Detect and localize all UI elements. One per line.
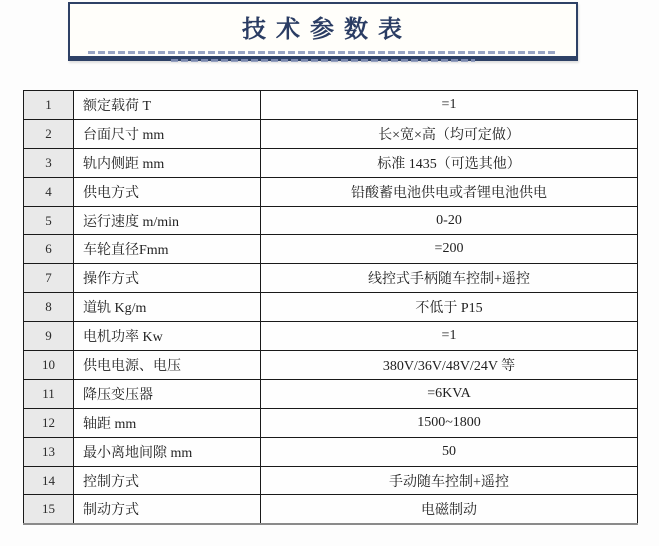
table-row — [24, 351, 638, 380]
header-box — [68, 2, 578, 61]
table-row — [24, 466, 638, 495]
row-number-cell: 15 — [24, 495, 74, 524]
parameter-name-cell: 供电方式 — [74, 177, 261, 206]
row-number-cell: 3 — [24, 148, 74, 177]
parameter-name-cell: 道轨 Kg/m — [74, 293, 261, 322]
table-row — [24, 177, 638, 206]
parameter-value-cell: =200 — [261, 235, 638, 264]
parameter-value-cell: 手动随车控制+遥控 — [261, 466, 638, 495]
row-number-cell: 13 — [24, 437, 74, 466]
parameters-table — [23, 90, 638, 525]
parameter-name-cell: 运行速度 m/min — [74, 206, 261, 235]
page-title: 技 术 参 数 表 — [242, 17, 404, 43]
table-row — [24, 264, 638, 293]
parameter-value-cell: 380V/36V/48V/24V 等 — [261, 351, 638, 380]
row-number-cell: 4 — [24, 177, 74, 206]
table-row — [24, 437, 638, 466]
table-row — [24, 322, 638, 351]
parameter-name-cell: 轨内侧距 mm — [74, 148, 261, 177]
parameter-name-cell: 轴距 mm — [74, 408, 261, 437]
row-number-cell: 5 — [24, 206, 74, 235]
table-row — [24, 119, 638, 148]
row-number-cell: 14 — [24, 466, 74, 495]
table-row — [24, 408, 638, 437]
parameter-value-cell: =1 — [261, 322, 638, 351]
parameter-name-cell: 操作方式 — [74, 264, 261, 293]
parameter-name-cell: 制动方式 — [74, 495, 261, 524]
parameter-value-cell: 不低于 P15 — [261, 293, 638, 322]
parameter-name-cell: 最小离地间隙 mm — [74, 437, 261, 466]
row-number-cell: 8 — [24, 293, 74, 322]
parameter-value-cell: 线控式手柄随车控制+遥控 — [261, 264, 638, 293]
row-number-cell: 2 — [24, 119, 74, 148]
parameter-value-cell: =1 — [261, 91, 638, 120]
parameter-value-cell: 50 — [261, 437, 638, 466]
table-row — [24, 91, 638, 120]
row-number-cell: 6 — [24, 235, 74, 264]
parameter-name-cell: 台面尺寸 mm — [74, 119, 261, 148]
parameter-name-cell: 电机功率 Kw — [74, 322, 261, 351]
table-row — [24, 495, 638, 524]
parameter-value-cell: 0-20 — [261, 206, 638, 235]
fine-print-line-1 — [88, 51, 559, 54]
table-row — [24, 293, 638, 322]
parameter-name-cell: 车轮直径Fmm — [74, 235, 261, 264]
parameter-name-cell: 控制方式 — [74, 466, 261, 495]
row-number-cell: 12 — [24, 408, 74, 437]
parameter-value-cell: 1500~1800 — [261, 408, 638, 437]
parameter-value-cell: 标准 1435（可选其他） — [261, 148, 638, 177]
table-row — [24, 206, 638, 235]
parameter-value-cell: 长×宽×高（均可定做） — [261, 119, 638, 148]
parameter-value-cell: 铅酸蓄电池供电或者锂电池供电 — [261, 177, 638, 206]
row-number-cell: 11 — [24, 379, 74, 408]
table-row — [24, 235, 638, 264]
row-number-cell: 1 — [24, 91, 74, 120]
parameter-name-cell: 额定载荷 T — [74, 91, 261, 120]
parameter-name-cell: 降压变压器 — [74, 379, 261, 408]
fine-print-line-2 — [171, 59, 475, 62]
parameter-value-cell: =6KVA — [261, 379, 638, 408]
row-number-cell: 9 — [24, 322, 74, 351]
parameter-name-cell: 供电电源、电压 — [74, 351, 261, 380]
parameters-table-body — [24, 91, 638, 525]
row-number-cell: 7 — [24, 264, 74, 293]
row-number-cell: 10 — [24, 351, 74, 380]
table-row — [24, 148, 638, 177]
table-row — [24, 379, 638, 408]
parameter-value-cell: 电磁制动 — [261, 495, 638, 524]
